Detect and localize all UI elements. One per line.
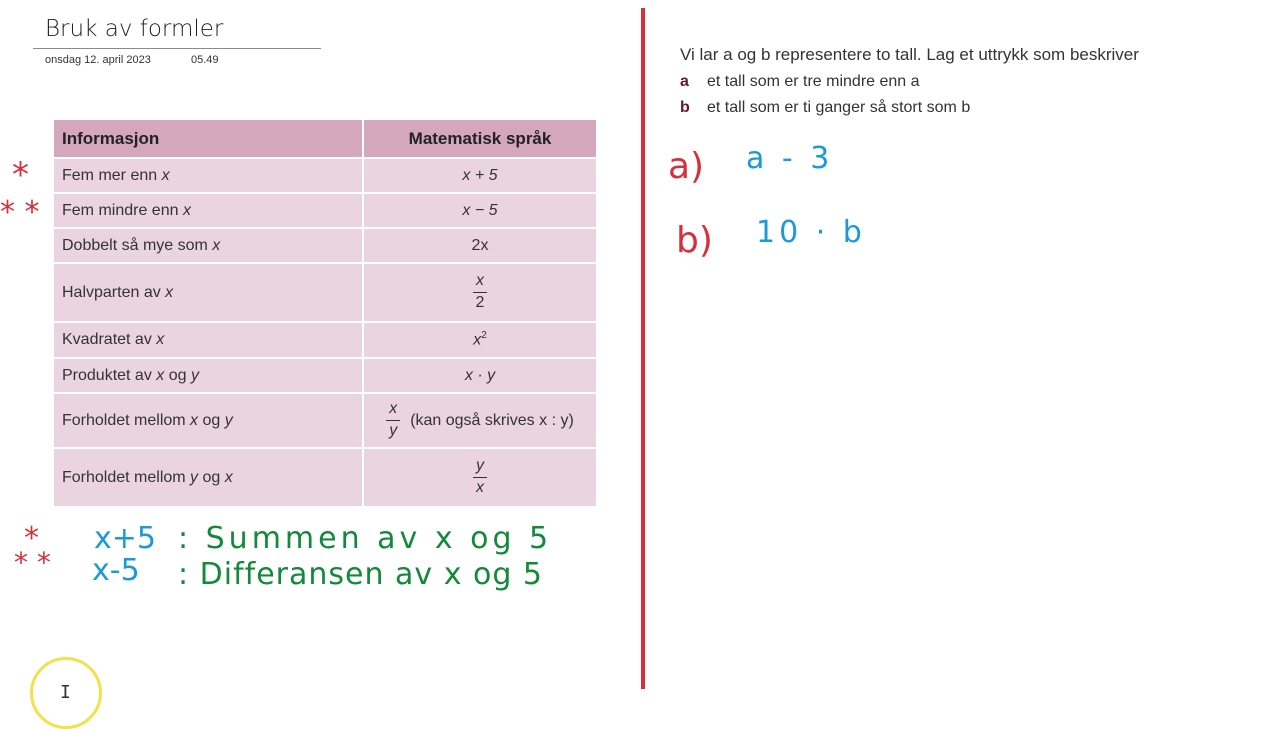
row-label: Forholdet mellom y og x — [54, 448, 363, 507]
fraction: $\frac{y}{x}$ — [473, 458, 487, 497]
column-header-information: Informasjon — [54, 120, 363, 158]
text-cursor-icon: I — [60, 682, 71, 703]
handwritten-answer-a: a - 3 — [746, 141, 834, 176]
row-label: Forholdet mellom x og y — [54, 393, 363, 448]
red-star-mark: * — [12, 155, 29, 195]
row-expression — [363, 263, 597, 322]
red-double-star-mark: * * — [14, 546, 51, 579]
task-item-a — [680, 73, 920, 91]
title-divider — [33, 48, 321, 49]
fraction: $\frac{x}{y}$ — [386, 401, 400, 440]
fraction: $\frac{x}{2}$ — [473, 273, 488, 312]
row-expression: x − 5 — [363, 193, 597, 228]
table-row — [54, 158, 597, 193]
handwritten-answer-label-b: b) — [676, 220, 713, 261]
page-title: Bruk av formler — [45, 16, 224, 42]
handwritten-expression-sum: x+5 — [94, 521, 156, 556]
task-item-b — [680, 99, 970, 117]
task-intro: Vi lar a og b representere to tall. Lag et uttrykk som beskriver — [680, 45, 1139, 64]
table-row — [54, 448, 597, 507]
row-label: Kvadratet av x — [54, 322, 363, 358]
table-header-row — [54, 120, 597, 158]
row-label: Fem mindre enn x — [54, 193, 363, 228]
row-expression: x + 5 — [363, 158, 597, 193]
handwritten-expression-difference: x-5 — [92, 553, 140, 588]
handwritten-answer-label-a: a) — [668, 146, 705, 187]
table-row — [54, 228, 597, 263]
task-item-label: a — [680, 73, 689, 90]
alternative-notation: (kan også skrives x : y) — [410, 411, 574, 429]
handwritten-note-difference: : Differansen av x og 5 — [178, 557, 544, 592]
row-label: Fem mer enn x — [54, 158, 363, 193]
red-double-star-mark: * * — [0, 195, 40, 230]
page-date: onsdag 12. april 2023 — [45, 54, 151, 66]
row-label: Halvparten av x — [54, 263, 363, 322]
column-header-math-language: Matematisk språk — [363, 120, 597, 158]
handwritten-answer-b: 10 · b — [756, 215, 866, 250]
table-row — [54, 193, 597, 228]
row-expression: $x^2$ — [363, 322, 597, 358]
row-label: Dobbelt så mye som x — [54, 228, 363, 263]
table-row — [54, 322, 597, 358]
page-divider-line — [641, 8, 645, 689]
task-item-text: et tall som er tre mindre enn a — [707, 73, 920, 90]
handwritten-note-sum: : Summen av x og 5 — [178, 521, 553, 556]
task-item-label: b — [680, 99, 690, 116]
table-row — [54, 393, 597, 448]
formula-table — [54, 120, 598, 508]
task-item-text: et tall som er ti ganger så stort som b — [707, 99, 971, 116]
row-label: Produktet av x og y — [54, 358, 363, 393]
table-row — [54, 263, 597, 322]
page-time: 05.49 — [191, 54, 219, 66]
red-star-mark: * — [24, 521, 39, 556]
row-expression — [363, 393, 597, 448]
row-expression — [363, 448, 597, 507]
table-row — [54, 358, 597, 393]
row-expression: 2x — [363, 228, 597, 263]
row-expression: x · y — [363, 358, 597, 393]
